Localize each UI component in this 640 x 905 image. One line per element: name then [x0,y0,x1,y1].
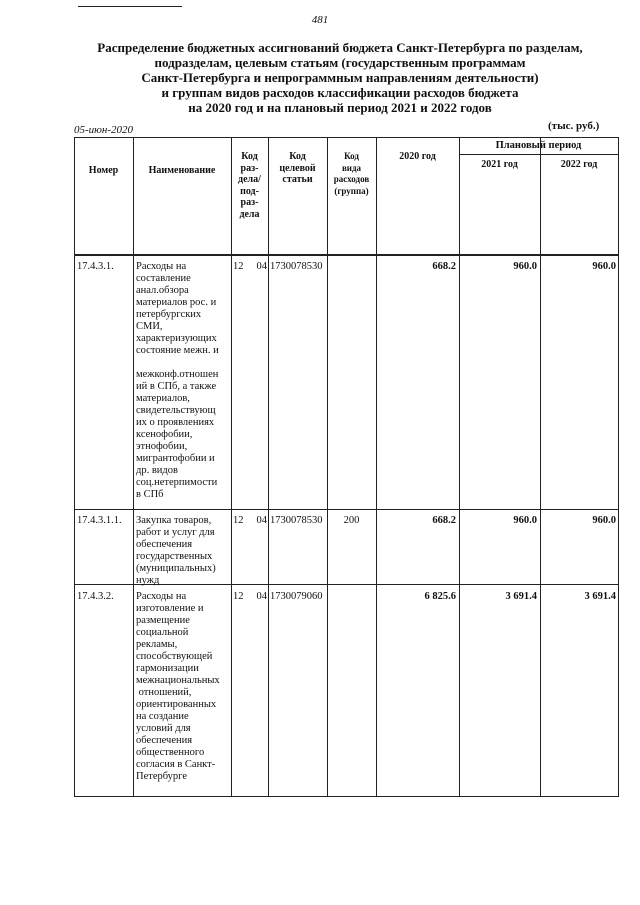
name-line: их о проявлениях [136,417,215,428]
header-text: Код [344,151,359,161]
name-line: составление [136,273,191,284]
name-line: условий для [136,723,191,734]
page-number: 481 [311,14,329,26]
name-line: др. видов [136,465,178,476]
name-line: СМИ, [136,321,163,332]
name-line: характеризующих [136,333,217,344]
header-text: вида [341,162,362,173]
name-line: Расходы на [136,261,187,272]
name-line: обеспечения [136,735,193,746]
name-line: ксенофобии, [136,429,193,440]
header-text: (группа) [334,185,369,196]
row-expense-kind: 200 [343,515,360,526]
name-line: общественного [136,747,205,758]
name-line: изготовление и [136,603,204,614]
row-value-2020: 668.2 [432,261,456,272]
row-section: 12 [233,261,244,272]
row-value-2021: 3 691.4 [505,591,537,602]
title-line: Распределение бюджетных ассигнований бюджета Санкт-Петербурга по разделам, [97,40,583,55]
grid-line [133,137,134,797]
name-line: на создание [136,711,189,722]
name-line: мигрантофобии и [136,453,215,464]
grid-line [618,137,619,797]
name-line [136,357,230,369]
row-name [136,261,230,501]
header-text: раз- [240,162,259,174]
row-value-2021: 960.0 [513,515,537,526]
name-line: Закупка товаров, [136,515,212,526]
row-value-2022: 960.0 [592,261,616,272]
header-name: Наименование [148,165,216,176]
row-subsection: 04 [256,515,267,526]
name-line: согласия в Санкт- [136,759,216,770]
grid-line [459,154,618,155]
row-name [136,515,230,587]
row-target-code: 1730078530 [270,261,323,272]
header-text: целевой [279,162,316,174]
name-line: размещение [136,615,190,626]
name-line: гармонизации [136,663,199,674]
header-text: Код [289,151,306,162]
name-line: рекламы, [136,639,178,650]
top-rule [78,6,182,7]
grid-line [268,137,269,797]
row-value-2021: 960.0 [513,261,537,272]
name-line: материалов рос. и [136,297,217,308]
row-number: 17.4.3.1. [77,261,114,272]
name-line: материалов, [136,393,190,404]
row-value-2020: 6 825.6 [424,591,456,602]
name-line: нужд [136,575,160,586]
row-target-code: 1730078530 [270,515,323,526]
header-text: расходов [333,174,370,184]
header-plan-period: Плановый период [495,140,582,151]
row-section: 12 [233,591,244,602]
header-text: статьи [282,174,313,185]
header-text: под- [240,185,259,197]
name-line: отношений, [136,687,192,698]
header-2020: 2020 год [399,151,436,162]
row-value-2022: 3 691.4 [584,591,616,602]
grid-line [74,137,75,797]
header-section-code [231,151,268,220]
header-text: Код [241,151,258,162]
budget-table [74,137,619,797]
header-2022: 2022 год [560,159,598,170]
grid-line [327,137,328,797]
title-line: Санкт-Петербурга и непрограммным направлениям деятельности) [141,70,539,85]
name-line: (муниципальных) [136,563,216,574]
row-section: 12 [233,515,244,526]
name-line: соц.нетерпимости [136,477,218,488]
name-line: работ и услуг для [136,527,215,538]
header-text: дела [239,208,260,220]
name-line: этнофобии, [136,441,188,452]
header-text: дела/ [238,174,261,185]
grid-line [459,137,460,797]
units-label: (тыс. руб.) [548,120,600,132]
row-number: 17.4.3.2. [77,591,114,602]
name-line: межнациональных [136,675,220,686]
grid-line [540,137,541,797]
table-bottom-rule [74,796,619,797]
row-subsection: 04 [256,591,267,602]
name-line: в СПб [136,489,164,500]
header-text: раз- [240,197,259,208]
grid-line [74,137,619,138]
header-number: Номер [88,165,119,176]
row-number: 17.4.3.1.1. [77,515,122,526]
header-expense-kind [327,151,376,197]
name-line: способствующей [136,651,213,662]
row-divider [74,509,619,510]
name-line: свидетельствующ [136,405,216,416]
grid-line [376,137,377,797]
header-target-code [268,151,327,186]
row-value-2022: 960.0 [592,515,616,526]
name-line: состояние межн. и [136,345,219,356]
name-line: государственных [136,551,213,562]
name-line: петербургских [136,309,202,320]
row-subsection: 04 [256,261,267,272]
report-date: 05-июн-2020 [74,124,134,136]
title-line: на 2020 год и на плановый период 2021 и 2022 годов [188,100,492,115]
grid-line [231,137,232,797]
title-line: и группам видов расходов классификации расходов бюджета [161,85,519,100]
header-bottom-rule [74,254,619,256]
document-title [80,40,600,115]
name-line: Петербурге [136,771,188,782]
name-line: межконф.отношен [136,369,219,380]
name-line: ий в СПб, а также [136,381,217,392]
name-line: анал.обзора [136,285,189,296]
header-2021: 2021 год [481,159,518,170]
row-value-2020: 668.2 [432,515,456,526]
name-line: Расходы на [136,591,187,602]
row-target-code: 1730079060 [270,591,323,602]
title-line: подразделам, целевым статьям (государственным программам [154,55,526,70]
name-line: социальной [136,627,189,638]
row-name [136,591,230,783]
name-line: ориентированных [136,699,217,710]
name-line: обеспечения [136,539,193,550]
